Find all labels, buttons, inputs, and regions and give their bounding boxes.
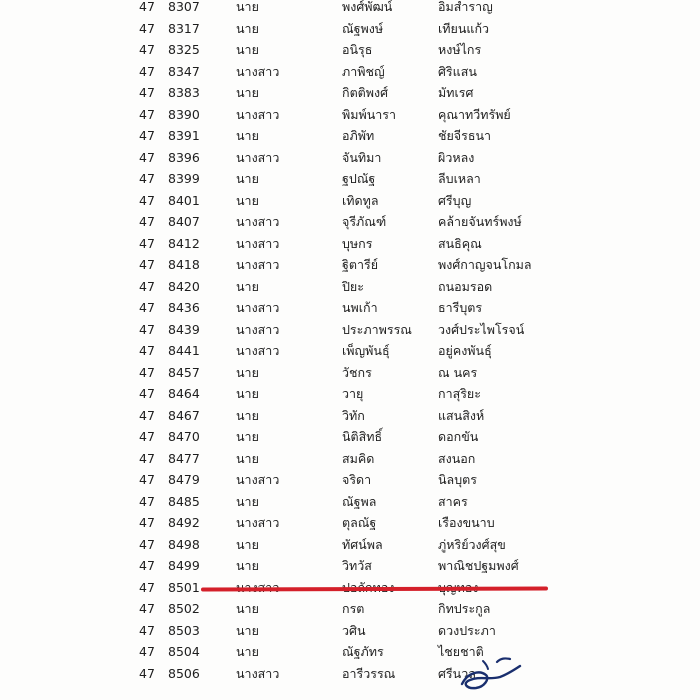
year-cell: 47: [139, 343, 155, 358]
year-cell: 47: [139, 536, 155, 552]
title-cell: นางสาว: [236, 515, 280, 530]
title-cell: นางสาว: [236, 472, 280, 487]
table-row: [0, 448, 700, 470]
year-cell: 47: [139, 665, 155, 681]
year-cell: 47: [139, 42, 155, 57]
last-name-cell: กิทประกูล: [438, 601, 491, 616]
title-cell: นางสาว: [236, 321, 280, 337]
title-cell: นางสาว: [236, 214, 280, 229]
year-cell: 47: [139, 63, 155, 79]
last-name-cell: สงนอก: [438, 450, 476, 466]
first-name-cell: จันทิมา: [342, 149, 382, 165]
table-row: [0, 82, 700, 104]
last-name-cell: หงษ์ไกร: [438, 42, 482, 57]
first-name-cell: กรต: [342, 601, 365, 616]
year-cell: 47: [139, 278, 155, 294]
student-id-cell: 8325: [168, 42, 200, 57]
table-row: [0, 426, 700, 448]
year-cell: 47: [139, 106, 155, 122]
year-cell: 47: [139, 429, 155, 444]
table-row: [0, 61, 700, 83]
last-name-cell: พงศ์กาญจนโกมล: [438, 257, 532, 272]
first-name-cell: ประภาพรรณ: [342, 321, 412, 337]
last-name-cell: สาคร: [438, 493, 468, 509]
table-row: [0, 297, 700, 319]
year-cell: 47: [139, 493, 155, 509]
student-id-cell: 8383: [168, 85, 200, 100]
first-name-cell: ณัฐภัทร: [342, 644, 384, 659]
title-cell: นาย: [236, 407, 259, 423]
year-cell: 47: [139, 364, 155, 380]
first-name-cell: ทัศน์พล: [342, 536, 383, 552]
title-cell: นาย: [236, 644, 259, 659]
last-name-cell: ณ นคร: [438, 364, 478, 380]
last-name-cell: อิ่มสำราญ: [438, 0, 493, 14]
last-name-cell: ผิวหลง: [438, 149, 475, 165]
year-cell: 47: [139, 85, 155, 100]
last-name-cell: ศรีนวล: [438, 665, 476, 681]
student-id-cell: 8501: [168, 579, 200, 595]
student-id-cell: 8477: [168, 450, 200, 466]
last-name-cell: นิลบุตร: [438, 472, 477, 487]
student-id-cell: 8407: [168, 214, 200, 229]
title-cell: นาย: [236, 20, 259, 36]
student-id-cell: 8436: [168, 300, 200, 315]
student-id-cell: 8503: [168, 622, 200, 638]
last-name-cell: ลีบเหลา: [438, 171, 481, 186]
student-id-cell: 8396: [168, 149, 200, 165]
title-cell: นางสาว: [236, 257, 280, 272]
first-name-cell: จริดา: [342, 472, 372, 487]
student-id-cell: 8479: [168, 472, 200, 487]
first-name-cell: นิติสิทธิ์: [342, 429, 383, 444]
title-cell: นางสาว: [236, 665, 280, 681]
year-cell: 47: [139, 171, 155, 186]
title-cell: นาย: [236, 128, 259, 143]
table-row: [0, 254, 700, 276]
title-cell: นาย: [236, 622, 259, 638]
student-id-cell: 8391: [168, 128, 200, 143]
table-row: [0, 491, 700, 513]
student-id-cell: 8502: [168, 601, 200, 616]
first-name-cell: พิมพ์นารา: [342, 106, 397, 122]
year-cell: 47: [139, 235, 155, 251]
title-cell: นางสาว: [236, 106, 280, 122]
table-row: [0, 0, 700, 18]
last-name-cell: ดอกขัน: [438, 429, 479, 444]
student-id-cell: 8390: [168, 106, 200, 122]
student-id-cell: 8467: [168, 407, 200, 423]
title-cell: นาย: [236, 42, 259, 57]
table-row: [0, 405, 700, 427]
table-row: [0, 276, 700, 298]
first-name-cell: วิทวัส: [342, 558, 372, 573]
student-id-cell: 8498: [168, 536, 200, 552]
first-name-cell: ปิยะ: [342, 278, 364, 294]
student-id-cell: 8492: [168, 515, 200, 530]
table-row: [0, 362, 700, 384]
title-cell: นาย: [236, 558, 259, 573]
title-cell: นาย: [236, 450, 259, 466]
last-name-cell: ธารีบุตร: [438, 300, 483, 315]
title-cell: นางสาว: [236, 63, 280, 79]
year-cell: 47: [139, 214, 155, 229]
student-id-cell: 8441: [168, 343, 200, 358]
year-cell: 47: [139, 386, 155, 401]
year-cell: 47: [139, 149, 155, 165]
first-name-cell: ภาพิชญ์: [342, 63, 385, 79]
table-row: [0, 147, 700, 169]
last-name-cell: แสนสิงห์: [438, 407, 485, 423]
year-cell: 47: [139, 601, 155, 616]
student-id-cell: 8439: [168, 321, 200, 337]
first-name-cell: บุษกร: [342, 235, 373, 251]
year-cell: 47: [139, 579, 155, 595]
last-name-cell: ศิริแสน: [438, 63, 477, 79]
student-id-cell: 8485: [168, 493, 200, 509]
last-name-cell: ดวงประภา: [438, 622, 496, 638]
title-cell: นาย: [236, 386, 259, 401]
title-cell: นาย: [236, 536, 259, 552]
student-id-cell: 8506: [168, 665, 200, 681]
first-name-cell: ณัฐพล: [342, 493, 377, 509]
year-cell: 47: [139, 472, 155, 487]
first-name-cell: จุรีภัณฑ์: [342, 214, 387, 229]
year-cell: 47: [139, 515, 155, 530]
last-name-cell: เรืองขนาบ: [438, 515, 495, 530]
first-name-cell: วศิน: [342, 622, 366, 638]
student-id-cell: 8504: [168, 644, 200, 659]
last-name-cell: กาสุริยะ: [438, 386, 481, 401]
table-row: [0, 104, 700, 126]
title-cell: นาย: [236, 0, 259, 14]
last-name-cell: ชัยจีรธนา: [438, 128, 492, 143]
table-row: [0, 125, 700, 147]
last-name-cell: พาณิชปฐมพงศ์: [438, 558, 519, 573]
student-id-cell: 8307: [168, 0, 200, 14]
table-row: [0, 534, 700, 556]
last-name-cell: อยู่คงพันธุ์: [438, 343, 492, 358]
student-id-cell: 8412: [168, 235, 200, 251]
title-cell: นาย: [236, 171, 259, 186]
title-cell: นาย: [236, 493, 259, 509]
year-cell: 47: [139, 20, 155, 36]
student-id-cell: 8399: [168, 171, 200, 186]
first-name-cell: ณัฐพงษ์: [342, 20, 384, 36]
year-cell: 47: [139, 192, 155, 208]
table-row: [0, 319, 700, 341]
first-name-cell: วิทัก: [342, 407, 365, 423]
table-row: [0, 663, 700, 685]
first-name-cell: นพเก้า: [342, 300, 378, 315]
last-name-cell: ภู่หริย์วงศ์สุข: [438, 536, 506, 552]
table-row: [0, 340, 700, 362]
last-name-cell: วงศ์ประไพโรจน์: [438, 321, 525, 337]
last-name-cell: ไชยชาติ: [438, 644, 484, 659]
student-id-cell: 8464: [168, 386, 200, 401]
table-row: [0, 641, 700, 663]
year-cell: 47: [139, 558, 155, 573]
table-row: [0, 469, 700, 491]
first-name-cell: อนิรุธ: [342, 42, 373, 57]
table-row: [0, 18, 700, 40]
student-id-cell: 8347: [168, 63, 200, 79]
title-cell: นางสาว: [236, 343, 280, 358]
student-id-cell: 8401: [168, 192, 200, 208]
year-cell: 47: [139, 450, 155, 466]
first-name-cell: กิตติพงศ์: [342, 85, 389, 100]
first-name-cell: พงศ์พัฒน์: [342, 0, 393, 14]
handwritten-signature: [452, 652, 532, 694]
last-name-cell: เทียนแก้ว: [438, 20, 490, 36]
first-name-cell: วัชกร: [342, 364, 372, 380]
year-cell: 47: [139, 128, 155, 143]
last-name-cell: คุณาทวีทรัพย์: [438, 106, 511, 122]
title-cell: นาย: [236, 85, 259, 100]
first-name-cell: ฐปณัฐ: [342, 171, 376, 186]
title-cell: นาย: [236, 192, 259, 208]
student-id-cell: 8499: [168, 558, 200, 573]
student-id-cell: 8420: [168, 278, 200, 294]
table-row: [0, 168, 700, 190]
table-row: [0, 620, 700, 642]
table-row: [0, 512, 700, 534]
year-cell: 47: [139, 257, 155, 272]
first-name-cell: อารีวรรณ: [342, 665, 396, 681]
student-id-cell: 8317: [168, 20, 200, 36]
student-id-cell: 8418: [168, 257, 200, 272]
title-cell: นางสาว: [236, 235, 280, 251]
table-row: [0, 555, 700, 577]
year-cell: 47: [139, 300, 155, 315]
year-cell: 47: [139, 407, 155, 423]
last-name-cell: มัทเรศ: [438, 85, 474, 100]
table-row: [0, 598, 700, 620]
first-name-cell: ฐิตารีย์: [342, 257, 379, 272]
first-name-cell: สมคิด: [342, 450, 375, 466]
student-id-cell: 8457: [168, 364, 200, 380]
title-cell: นางสาว: [236, 149, 280, 165]
first-name-cell: อภิพัท: [342, 128, 375, 143]
title-cell: นาย: [236, 601, 259, 616]
last-name-cell: ศรีบุญ: [438, 192, 472, 208]
table-row: [0, 39, 700, 61]
year-cell: 47: [139, 644, 155, 659]
table-row: [0, 383, 700, 405]
table-row: [0, 190, 700, 212]
year-cell: 47: [139, 321, 155, 337]
table-row: [0, 233, 700, 255]
first-name-cell: วายุ: [342, 386, 364, 401]
table-row: [0, 211, 700, 233]
first-name-cell: เทิดทูล: [342, 192, 379, 208]
last-name-cell: คล้ายจันทร์พงษ์: [438, 214, 522, 229]
first-name-cell: ตุลณัฐ: [342, 515, 377, 530]
year-cell: 47: [139, 622, 155, 638]
title-cell: นาย: [236, 429, 259, 444]
last-name-cell: ถนอมรอด: [438, 278, 493, 294]
title-cell: นาย: [236, 364, 259, 380]
title-cell: นาย: [236, 278, 259, 294]
last-name-cell: สนธิคุณ: [438, 235, 482, 251]
student-id-cell: 8470: [168, 429, 200, 444]
year-cell: 47: [139, 0, 155, 14]
title-cell: นางสาว: [236, 300, 280, 315]
first-name-cell: เพ็ญพันธุ์: [342, 343, 390, 358]
